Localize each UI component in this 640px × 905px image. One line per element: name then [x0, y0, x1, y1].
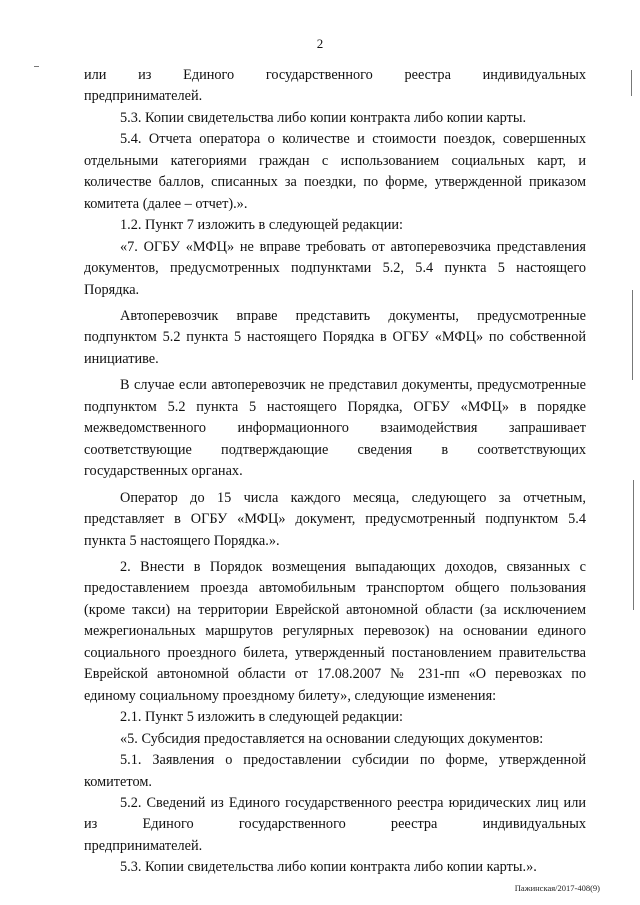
scan-mark-left: [34, 66, 39, 67]
paragraph-5-1: 5.1. Заявления о предоставлении субсидии по форме, утвержденной комитетом.: [84, 752, 586, 790]
paragraph-item-7: «7. ОГБУ «МФЦ» не вправе требовать от автоперевозчика представления документов, предусмотренных подпунктами 5.2, 5.4 пункта 5 настоящего Порядка.: [84, 238, 586, 298]
paragraph-5-2: 5.2. Сведений из Единого государственного реестра юридических лиц или из Единого государственного реестра индивидуальных: [84, 794, 586, 833]
paragraph-5-3: 5.3. Копии свидетельства либо копии контракта либо копии карты.: [120, 109, 527, 126]
paragraph-1-2: 1.2. Пункт 7 изложить в следующей редакции:: [120, 217, 403, 234]
scan-mark-right-low: [633, 480, 634, 610]
paragraph-5-2-end: предпринимателей.: [84, 837, 203, 854]
scan-mark-right-mid: [632, 290, 633, 380]
page-number: 2: [316, 36, 324, 51]
paragraph-continuation-end: предпринимателей.: [84, 88, 203, 105]
paragraph-carrier-right: Автоперевозчик вправе представить документы, предусмотренные подпунктом 5.2 пункта 5 настоящего Порядка в ОГБУ «МФЦ» по собственной инициативе.: [84, 307, 586, 367]
paragraph-5-3-final: 5.3. Копии свидетельства либо копии контракта либо копии карты.».: [120, 859, 537, 876]
paragraph-2: 2. Внести в Порядок возмещения выпадающих доходов, связанных с предоставлением проезда автомобильным транспортом общего пользования (кроме такси) на территории Еврейской автономной области (за исключением межрегиональных маршрутов регулярных перевозок) на основании единого социального проездного билета, утвержденный постановлением правительства Еврейской автономной области от 17.08.2007 № 231-пп «О перевозках по единому социальному проездному билету», следующие изменения:: [84, 558, 586, 704]
document-body: [84, 65, 586, 879]
paragraph-subsidy-5: «5. Субсидия предоставляется на основании следующих документов:: [120, 730, 544, 747]
scan-mark-right-top: [631, 70, 632, 96]
paragraph-continuation: или из Единого государственного реестра индивидуальных: [84, 67, 586, 83]
paragraph-5-4: 5.4. Отчета оператора о количестве и стоимости поездок, совершенных отдельными категориями граждан с использованием социальных карт, и количестве баллов, списанных за поездки, по форме, утвержденной приказом комитета (далее – отчет).».: [84, 131, 586, 212]
paragraph-if-not-submitted: В случае если автоперевозчик не представил документы, предусмотренные подпунктом 5.2 пункта 5 настоящего Порядка, ОГБУ «МФЦ» в порядке межведомственного информационного взаимодействия запрашивает соответствующие подтверждающие сведения в соответствующих государственных органах.: [84, 377, 586, 480]
paragraph-operator: Оператор до 15 числа каждого месяца, следующего за отчетным, представляет в ОГБУ «МФЦ» документ, предусмотренный подпунктом 5.4 пункта 5 настоящего Порядка.».: [84, 489, 586, 549]
paragraph-2-1: 2.1. Пункт 5 изложить в следующей редакции:: [120, 709, 403, 726]
footer-code: Пажинская/2017-408(9): [514, 883, 600, 893]
